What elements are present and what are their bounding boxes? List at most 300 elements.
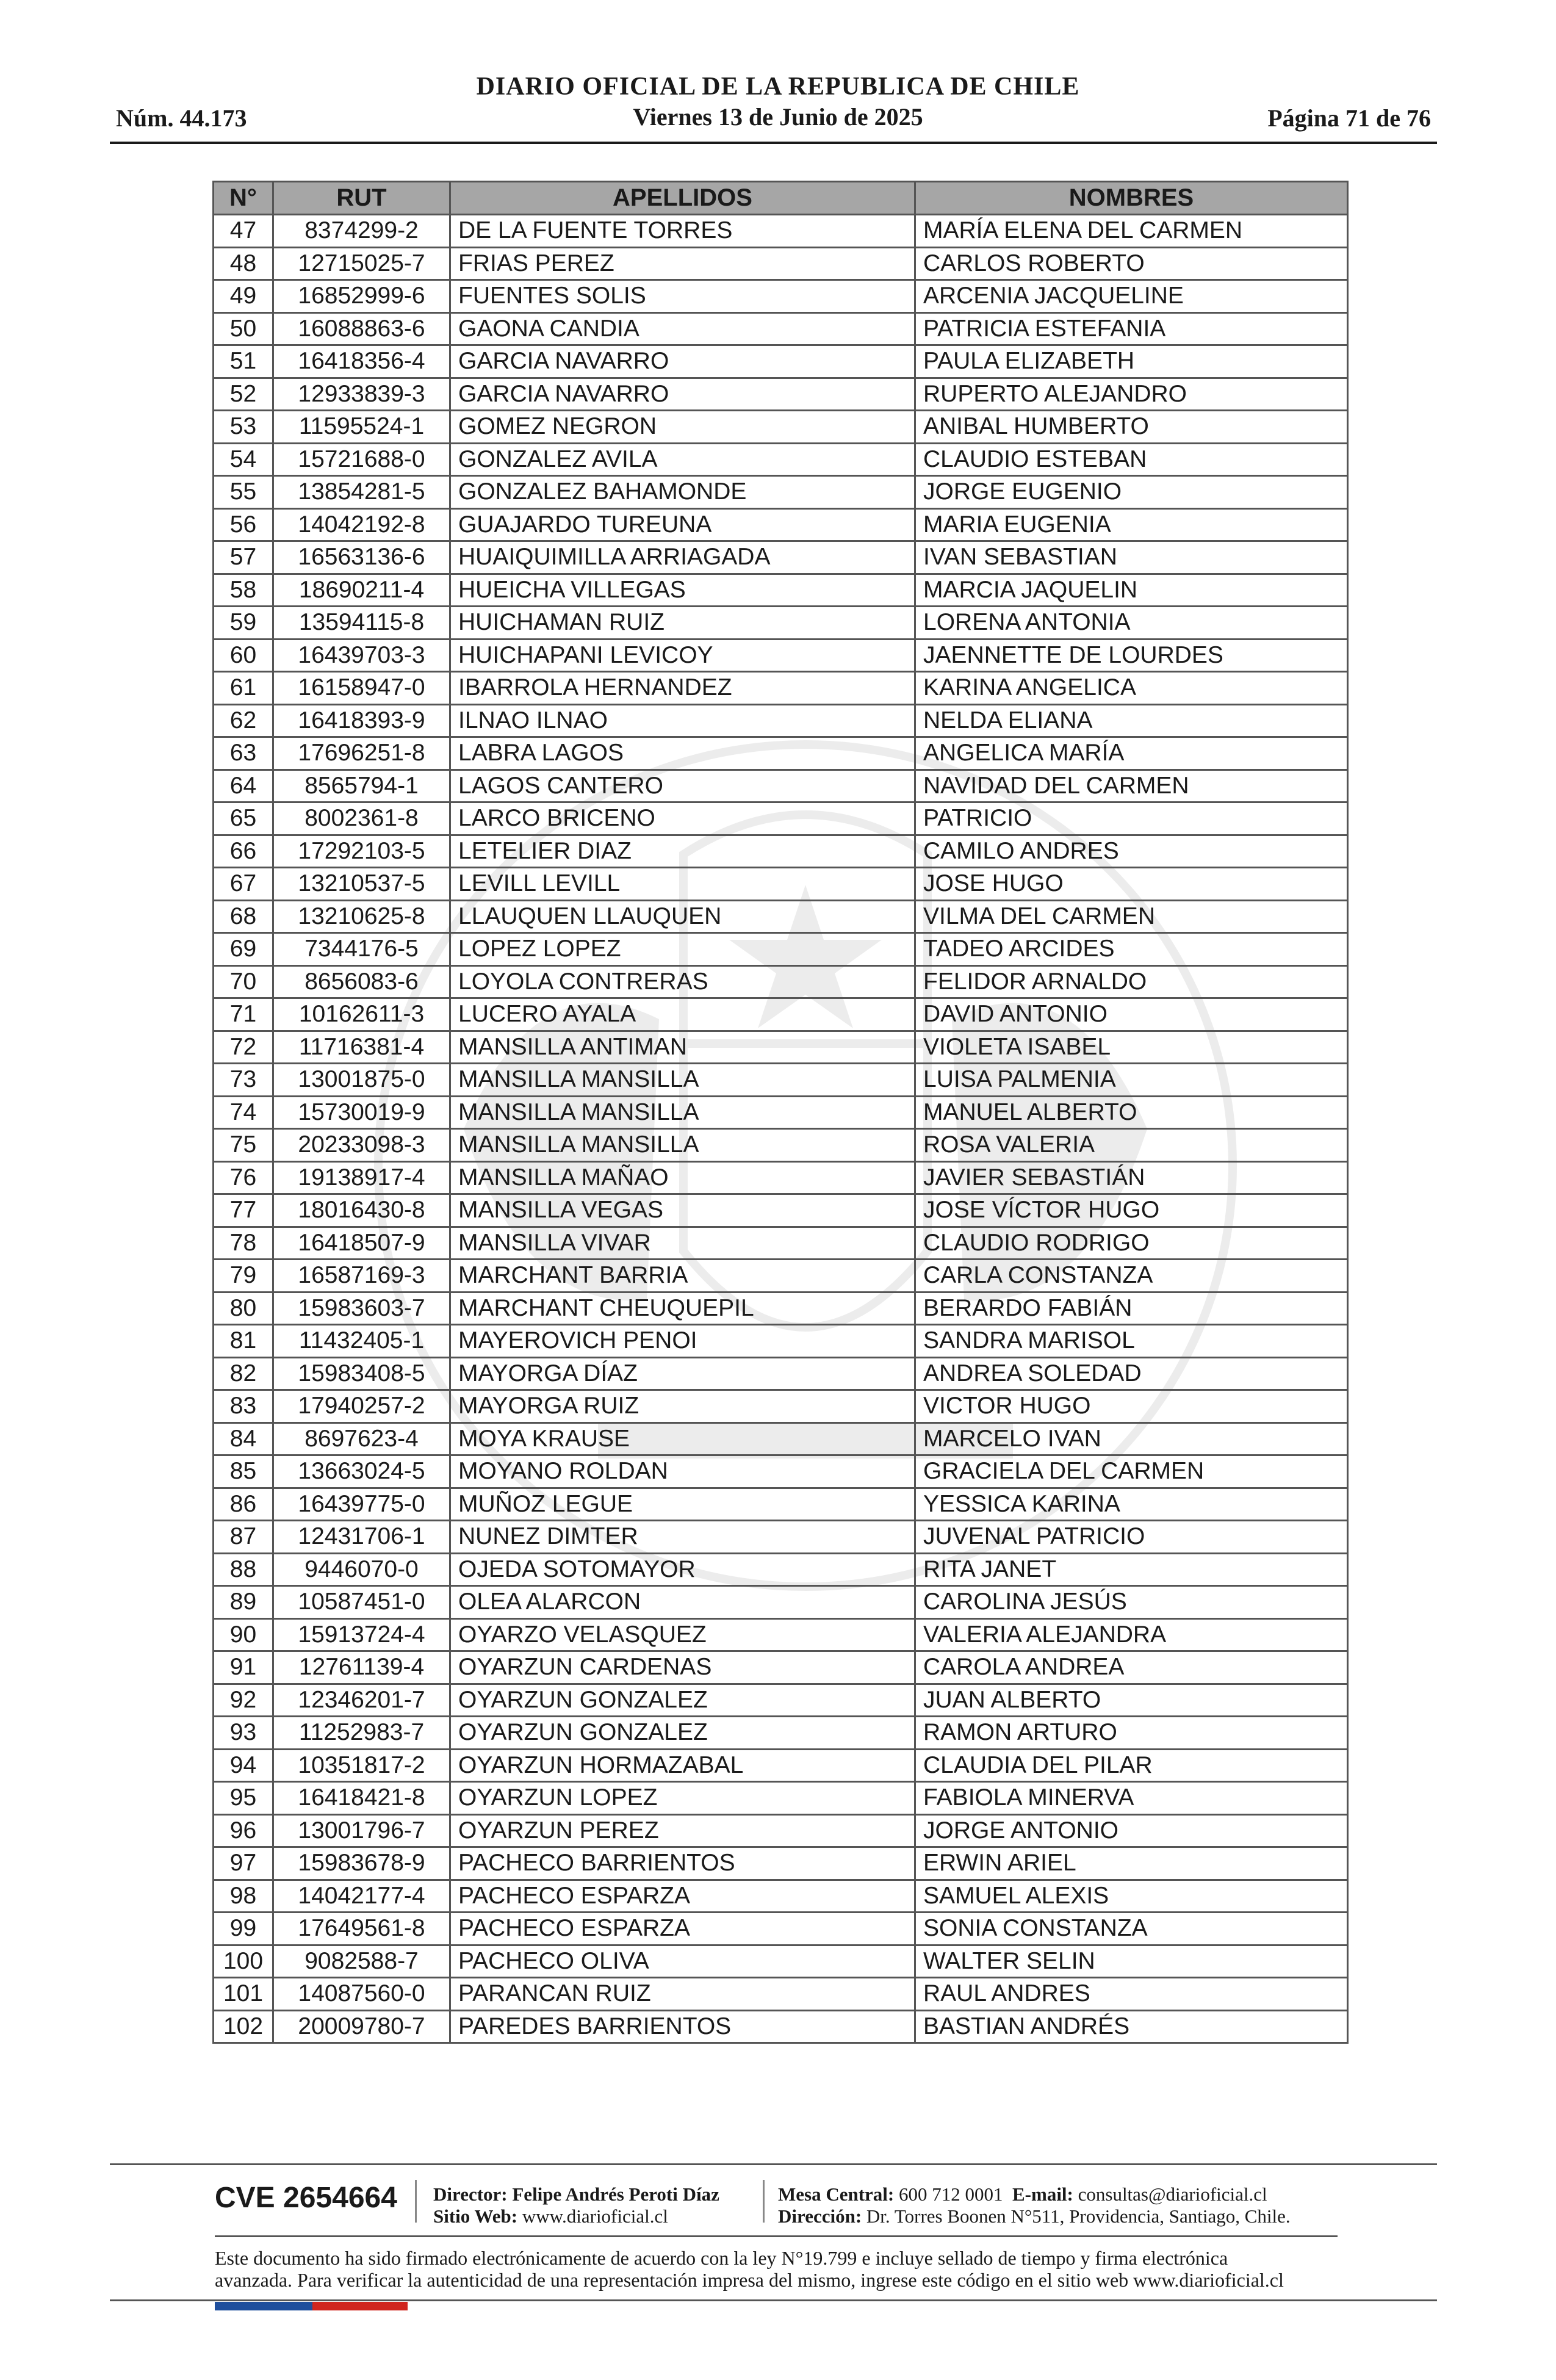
rut-cell: 12761139-4 [273,1651,450,1684]
table-row [214,1031,1348,1064]
table-row [214,900,1348,933]
footer-divider [763,2180,765,2223]
table-row [214,1325,1348,1358]
nombres-cell: VIOLETA ISABEL [915,1031,1348,1064]
email-link[interactable]: consultas@diarioficial.cl [1078,2183,1267,2205]
table-row [214,1390,1348,1423]
rut-cell: 8002361-8 [273,802,450,835]
rut-cell: 15983603-7 [273,1292,450,1325]
nombres-cell: SANDRA MARISOL [915,1325,1348,1358]
row-number: 58 [214,574,273,607]
table-row [214,1096,1348,1129]
rut-cell: 16418356-4 [273,345,450,378]
row-number: 72 [214,1031,273,1064]
table-row [214,378,1348,411]
row-number: 75 [214,1129,273,1162]
nombres-cell: LUISA PALMENIA [915,1064,1348,1097]
apellidos-cell: MOYA KRAUSE [450,1423,915,1455]
nombres-cell: SONIA CONSTANZA [915,1913,1348,1945]
apellidos-cell: OYARZUN CARDENAS [450,1651,915,1684]
apellidos-cell: LARCO BRICENO [450,802,915,835]
rut-cell: 16439775-0 [273,1488,450,1521]
apellidos-cell: MANSILLA VEGAS [450,1194,915,1227]
apellidos-cell: MUÑOZ LEGUE [450,1488,915,1521]
apellidos-cell: MOYANO ROLDAN [450,1455,915,1488]
nombres-cell: MARÍA ELENA DEL CARMEN [915,215,1348,248]
apellidos-cell: IBARROLA HERNANDEZ [450,672,915,705]
table-row [214,411,1348,444]
footer-rule-top [110,2163,1437,2165]
apellidos-cell: GARCIA NAVARRO [450,345,915,378]
site-link[interactable]: www.diarioficial.cl [522,2205,668,2227]
apellidos-cell: NUNEZ DIMTER [450,1521,915,1554]
nombres-cell: WALTER SELIN [915,1945,1348,1978]
table-row [214,1782,1348,1815]
table-row [214,1978,1348,2011]
table-row [214,215,1348,248]
rut-cell: 16418507-9 [273,1227,450,1260]
apellidos-cell: MAYORGA RUIZ [450,1390,915,1423]
nombres-cell: DAVID ANTONIO [915,998,1348,1031]
table-body [214,215,1348,2043]
rut-cell: 9446070-0 [273,1553,450,1586]
rut-cell: 8374299-2 [273,215,450,248]
nombres-cell: CLAUDIA DEL PILAR [915,1749,1348,1782]
rut-cell: 9082588-7 [273,1945,450,1978]
nombres-cell: RITA JANET [915,1553,1348,1586]
row-number: 57 [214,541,273,574]
row-number: 91 [214,1651,273,1684]
nombres-cell: MANUEL ALBERTO [915,1096,1348,1129]
rut-cell: 7344176-5 [273,933,450,966]
rut-cell: 15730019-9 [273,1096,450,1129]
table-row [214,443,1348,476]
apellidos-cell: GOMEZ NEGRON [450,411,915,444]
apellidos-cell: HUICHAMAN RUIZ [450,607,915,640]
rut-cell: 8565794-1 [273,770,450,802]
table-row [214,607,1348,640]
nombres-cell: LORENA ANTONIA [915,607,1348,640]
apellidos-cell: GONZALEZ BAHAMONDE [450,476,915,509]
row-number: 80 [214,1292,273,1325]
rut-cell: 13663024-5 [273,1455,450,1488]
nombres-cell: JOSE VÍCTOR HUGO [915,1194,1348,1227]
row-number: 53 [214,411,273,444]
column-header-number: N° [214,182,273,215]
row-number: 102 [214,2010,273,2043]
rut-cell: 15983408-5 [273,1357,450,1390]
nombres-cell: JOSE HUGO [915,868,1348,901]
cve-code: CVE 2654664 [215,2182,397,2214]
row-number: 95 [214,1782,273,1815]
row-number: 92 [214,1684,273,1717]
apellidos-cell: PACHECO BARRIENTOS [450,1847,915,1880]
table-row [214,1945,1348,1978]
table-row [214,998,1348,1031]
nombres-cell: PATRICIA ESTEFANIA [915,312,1348,345]
director-line [433,2183,719,2205]
table-row [214,1651,1348,1684]
row-number: 96 [214,1814,273,1847]
apellidos-cell: HUAIQUIMILLA ARRIAGADA [450,541,915,574]
row-number: 69 [214,933,273,966]
table-row [214,1423,1348,1455]
row-number: 81 [214,1325,273,1358]
table-row [214,933,1348,966]
rut-cell: 16587169-3 [273,1260,450,1293]
row-number: 62 [214,704,273,737]
table-row [214,1880,1348,1913]
rut-cell: 18016430-8 [273,1194,450,1227]
apellidos-cell: LOYOLA CONTRERAS [450,965,915,998]
row-number: 78 [214,1227,273,1260]
rut-cell: 20009780-7 [273,2010,450,2043]
apellidos-cell: DE LA FUENTE TORRES [450,215,915,248]
apellidos-cell: ILNAO ILNAO [450,704,915,737]
rut-cell: 12933839-3 [273,378,450,411]
address-text: Dr. Torres Boonen N°511, Providencia, Santiago, Chile. [866,2205,1291,2227]
apellidos-cell: LLAUQUEN LLAUQUEN [450,900,915,933]
table-row [214,737,1348,770]
row-number: 100 [214,1945,273,1978]
row-number: 61 [214,672,273,705]
table-row [214,1553,1348,1586]
rut-cell: 17649561-8 [273,1913,450,1945]
apellidos-cell: MARCHANT CHEUQUEPIL [450,1292,915,1325]
nombres-cell: CAMILO ANDRES [915,835,1348,868]
column-header-apellidos: APELLIDOS [450,182,915,215]
apellidos-cell: HUEICHA VILLEGAS [450,574,915,607]
director-label: Director: [433,2183,508,2205]
row-number: 59 [214,607,273,640]
apellidos-cell: OYARZUN GONZALEZ [450,1717,915,1750]
rut-cell: 16852999-6 [273,280,450,313]
apellidos-cell: FRIAS PEREZ [450,247,915,280]
nombres-cell: PAULA ELIZABETH [915,345,1348,378]
table-row [214,1161,1348,1194]
nombres-cell: VILMA DEL CARMEN [915,900,1348,933]
nombres-cell: MARCIA JAQUELIN [915,574,1348,607]
row-number: 51 [214,345,273,378]
nombres-cell: MARIA EUGENIA [915,508,1348,541]
footer-rule-middle [215,2235,1338,2237]
apellidos-cell: OYARZO VELASQUEZ [450,1618,915,1651]
table-row [214,1618,1348,1651]
rut-cell: 10587451-0 [273,1586,450,1619]
apellidos-cell: FUENTES SOLIS [450,280,915,313]
apellidos-cell: OYARZUN GONZALEZ [450,1684,915,1717]
row-number: 89 [214,1586,273,1619]
nombres-cell: ANGELICA MARÍA [915,737,1348,770]
table-row [214,476,1348,509]
issue-number: Núm. 44.173 [116,104,247,132]
row-number: 65 [214,802,273,835]
row-number: 70 [214,965,273,998]
column-header-rut: RUT [273,182,450,215]
nombres-cell: VALERIA ALEJANDRA [915,1618,1348,1651]
apellidos-cell: LEVILL LEVILL [450,868,915,901]
table-row [214,1260,1348,1293]
table-row [214,835,1348,868]
nombres-cell: NAVIDAD DEL CARMEN [915,770,1348,802]
table-row [214,1357,1348,1390]
nombres-cell: PATRICIO [915,802,1348,835]
director-name: Felipe Andrés Peroti Díaz [512,2183,719,2205]
apellidos-cell: PACHECO ESPARZA [450,1913,915,1945]
nombres-cell: NELDA ELIANA [915,704,1348,737]
publication-title: DIARIO OFICIAL DE LA REPUBLICA DE CHILE [476,73,1080,101]
apellidos-cell: LAGOS CANTERO [450,770,915,802]
site-label: Sitio Web: [433,2205,518,2227]
table-row [214,1913,1348,1945]
rut-cell: 14087560-0 [273,1978,450,2011]
nombres-cell: VICTOR HUGO [915,1390,1348,1423]
row-number: 48 [214,247,273,280]
row-number: 85 [214,1455,273,1488]
row-number: 76 [214,1161,273,1194]
table-row [214,247,1348,280]
nombres-cell: BERARDO FABIÁN [915,1292,1348,1325]
table-row [214,965,1348,998]
table-row [214,868,1348,901]
table-row [214,1064,1348,1097]
row-number: 52 [214,378,273,411]
rut-cell: 15913724-4 [273,1618,450,1651]
nombres-cell: CLAUDIO ESTEBAN [915,443,1348,476]
row-number: 84 [214,1423,273,1455]
rut-cell: 13001796-7 [273,1814,450,1847]
nombres-cell: JUAN ALBERTO [915,1684,1348,1717]
rut-cell: 14042177-4 [273,1880,450,1913]
nombres-cell: KARINA ANGELICA [915,672,1348,705]
table-row [214,574,1348,607]
row-number: 87 [214,1521,273,1554]
rut-cell: 11716381-4 [273,1031,450,1064]
apellidos-cell: LETELIER DIAZ [450,835,915,868]
apellidos-cell: PACHECO OLIVA [450,1945,915,1978]
table-row [214,1749,1348,1782]
rut-cell: 12715025-7 [273,247,450,280]
row-number: 77 [214,1194,273,1227]
row-number: 55 [214,476,273,509]
flag-stripe-red [312,2302,408,2310]
row-number: 47 [214,215,273,248]
table-row [214,672,1348,705]
nombres-cell: IVAN SEBASTIAN [915,541,1348,574]
rut-cell: 17696251-8 [273,737,450,770]
rut-cell: 16158947-0 [273,672,450,705]
column-header-nombres: NOMBRES [915,182,1348,215]
apellidos-cell: MANSILLA ANTIMAN [450,1031,915,1064]
rut-cell: 13210537-5 [273,868,450,901]
rut-cell: 16418421-8 [273,1782,450,1815]
table-header-row [214,182,1348,215]
table-row [214,1717,1348,1750]
rut-cell: 11595524-1 [273,411,450,444]
apellidos-cell: LUCERO AYALA [450,998,915,1031]
nombres-cell: FELIDOR ARNALDO [915,965,1348,998]
rut-cell: 20233098-3 [273,1129,450,1162]
table-row [214,1488,1348,1521]
rut-cell: 18690211-4 [273,574,450,607]
rut-cell: 12346201-7 [273,1684,450,1717]
nombres-cell: BASTIAN ANDRÉS [915,2010,1348,2043]
phone-number: 600 712 0001 [899,2183,1003,2205]
table-row [214,704,1348,737]
row-number: 88 [214,1553,273,1586]
address-line [778,2205,1291,2227]
header-rule [110,142,1437,144]
row-number: 93 [214,1717,273,1750]
rut-cell: 17940257-2 [273,1390,450,1423]
rut-cell: 16088863-6 [273,312,450,345]
table-row [214,770,1348,802]
row-number: 86 [214,1488,273,1521]
apellidos-cell: MARCHANT BARRIA [450,1260,915,1293]
apellidos-cell: OYARZUN LOPEZ [450,1782,915,1815]
nombres-cell: GRACIELA DEL CARMEN [915,1455,1348,1488]
rut-cell: 10351817-2 [273,1749,450,1782]
nombres-cell: JUVENAL PATRICIO [915,1521,1348,1554]
issue-date: Viernes 13 de Junio de 2025 [633,103,923,131]
nombres-cell: ANDREA SOLEDAD [915,1357,1348,1390]
nombres-cell: ANIBAL HUMBERTO [915,411,1348,444]
phone-label: Mesa Central: [778,2183,895,2205]
rut-cell: 13001875-0 [273,1064,450,1097]
address-label: Dirección: [778,2205,862,2227]
nombres-cell: RAMON ARTURO [915,1717,1348,1750]
nombres-cell: CAROLA ANDREA [915,1651,1348,1684]
nombres-cell: TADEO ARCIDES [915,933,1348,966]
nombres-cell: JORGE EUGENIO [915,476,1348,509]
apellidos-cell: GONZALEZ AVILA [450,443,915,476]
rut-cell: 11432405-1 [273,1325,450,1358]
rut-cell: 10162611-3 [273,998,450,1031]
nombres-cell: MARCELO IVAN [915,1423,1348,1455]
rut-cell: 12431706-1 [273,1521,450,1554]
table-row [214,1455,1348,1488]
rut-cell: 16563136-6 [273,541,450,574]
rut-cell: 8656083-6 [273,965,450,998]
rut-cell: 19138917-4 [273,1161,450,1194]
nombres-cell: ROSA VALERIA [915,1129,1348,1162]
row-number: 99 [214,1913,273,1945]
table-row [214,1814,1348,1847]
apellidos-cell: GARCIA NAVARRO [450,378,915,411]
rut-cell: 13594115-8 [273,607,450,640]
table-row [214,1227,1348,1260]
row-number: 94 [214,1749,273,1782]
row-number: 50 [214,312,273,345]
rut-cell: 14042192-8 [273,508,450,541]
table-row [214,312,1348,345]
row-number: 73 [214,1064,273,1097]
nombres-cell: ERWIN ARIEL [915,1847,1348,1880]
apellidos-cell: PARANCAN RUIZ [450,1978,915,2011]
roster-table [212,181,1349,2044]
table-row [214,1521,1348,1554]
row-number: 90 [214,1618,273,1651]
nombres-cell: FABIOLA MINERVA [915,1782,1348,1815]
nombres-cell: RAUL ANDRES [915,1978,1348,2011]
rut-cell: 13854281-5 [273,476,450,509]
nombres-cell: CARLA CONSTANZA [915,1260,1348,1293]
row-number: 49 [214,280,273,313]
nombres-cell: CARLOS ROBERTO [915,247,1348,280]
footer-divider [415,2180,417,2223]
row-number: 67 [214,868,273,901]
apellidos-cell: MANSILLA VIVAR [450,1227,915,1260]
row-number: 63 [214,737,273,770]
table-row [214,639,1348,672]
row-number: 64 [214,770,273,802]
nombres-cell: CLAUDIO RODRIGO [915,1227,1348,1260]
table-row [214,1292,1348,1325]
row-number: 71 [214,998,273,1031]
apellidos-cell: OJEDA SOTOMAYOR [450,1553,915,1586]
row-number: 54 [214,443,273,476]
table-row [214,1586,1348,1619]
page-number: Página 71 de 76 [1267,104,1431,132]
nombres-cell: JORGE ANTONIO [915,1814,1348,1847]
nombres-cell: CAROLINA JESÚS [915,1586,1348,1619]
apellidos-cell: MAYEROVICH PENOI [450,1325,915,1358]
rut-cell: 17292103-5 [273,835,450,868]
contact-line [778,2183,1267,2205]
row-number: 74 [214,1096,273,1129]
nombres-cell: SAMUEL ALEXIS [915,1880,1348,1913]
email-label: E-mail: [1012,2183,1073,2205]
nombres-cell: ARCENIA JACQUELINE [915,280,1348,313]
nombres-cell: JAVIER SEBASTIÁN [915,1161,1348,1194]
row-number: 60 [214,639,273,672]
table-row [214,541,1348,574]
table-row [214,508,1348,541]
rut-cell: 16418393-9 [273,704,450,737]
row-number: 68 [214,900,273,933]
signature-notice-line1: Este documento ha sido firmado electrónicamente de acuerdo con la ley N°19.799 e incluye sellado de tiempo y firma electrónica [215,2247,1228,2269]
row-number: 66 [214,835,273,868]
apellidos-cell: MANSILLA MAÑAO [450,1161,915,1194]
table-row [214,802,1348,835]
table-row [214,1847,1348,1880]
apellidos-cell: GAONA CANDIA [450,312,915,345]
row-number: 97 [214,1847,273,1880]
rut-cell: 13210625-8 [273,900,450,933]
footer-rule-bottom [110,2299,1437,2301]
nombres-cell: RUPERTO ALEJANDRO [915,378,1348,411]
nombres-cell: JAENNETTE DE LOURDES [915,639,1348,672]
apellidos-cell: LABRA LAGOS [450,737,915,770]
rut-cell: 8697623-4 [273,1423,450,1455]
row-number: 79 [214,1260,273,1293]
rut-cell: 15721688-0 [273,443,450,476]
table-row [214,1684,1348,1717]
nombres-cell: YESSICA KARINA [915,1488,1348,1521]
rut-cell: 16439703-3 [273,639,450,672]
table-row [214,1129,1348,1162]
row-number: 83 [214,1390,273,1423]
row-number: 82 [214,1357,273,1390]
apellidos-cell: MAYORGA DÍAZ [450,1357,915,1390]
row-number: 101 [214,1978,273,2011]
apellidos-cell: MANSILLA MANSILLA [450,1064,915,1097]
table-row [214,345,1348,378]
apellidos-cell: OLEA ALARCON [450,1586,915,1619]
apellidos-cell: GUAJARDO TUREUNA [450,508,915,541]
apellidos-cell: HUICHAPANI LEVICOY [450,639,915,672]
apellidos-cell: OYARZUN PEREZ [450,1814,915,1847]
